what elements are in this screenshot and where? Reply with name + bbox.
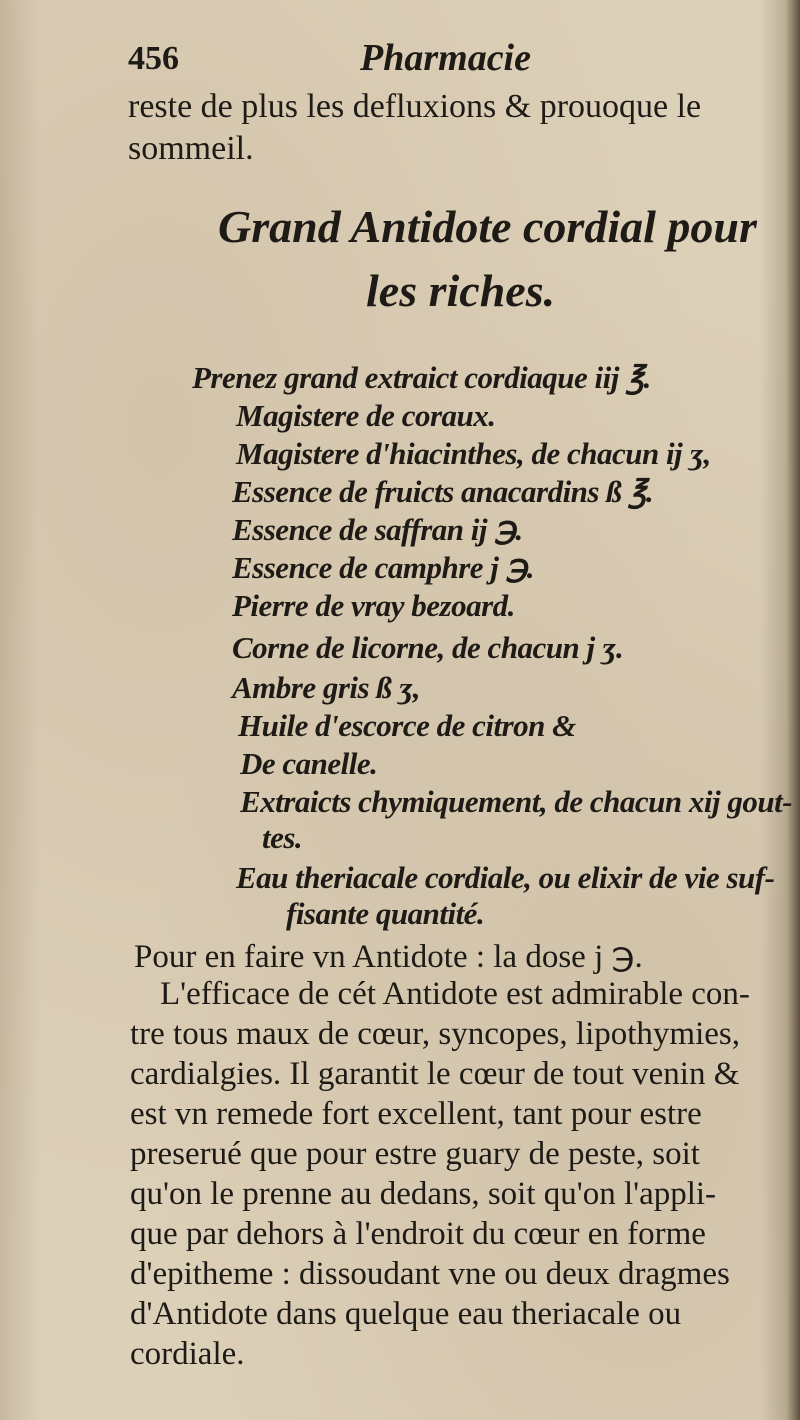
recipe-line: Huile d'escorce de citron & xyxy=(238,708,576,743)
dose-line: Pour en faire vn Antidote : la dose j ℈. xyxy=(134,939,643,975)
recipe-line: Prenez grand extraict cordiaque iij ℥. xyxy=(192,360,651,395)
section-title-line: Grand Antidote cordial pour xyxy=(218,201,757,252)
page-edge-shadow xyxy=(786,0,800,1420)
running-title: Pharmacie xyxy=(360,37,531,79)
recipe-line: Magistere d'hiacinthes, de chacun ij ʒ, xyxy=(236,436,711,471)
recipe-line: De canelle. xyxy=(240,746,378,781)
recipe-line: Essence de camphre j ℈. xyxy=(232,550,535,585)
recipe-line: Pierre de vray bezoard. xyxy=(232,588,515,623)
paragraph-line: qu'on le prenne au dedans, soit qu'on l'appli- xyxy=(130,1176,717,1212)
paragraph-line: que par dehors à l'endroit du cœur en forme xyxy=(130,1216,706,1252)
page-number: 456 xyxy=(128,40,179,77)
recipe-line: Essence de saffran ij ℈. xyxy=(232,512,523,547)
recipe-line: Essence de fruicts anacardins ß ℥. xyxy=(232,474,654,509)
continuation-line: sommeil. xyxy=(128,130,254,167)
paragraph-line: L'efficace de cét Antidote est admirable con- xyxy=(160,976,750,1012)
paragraph-line: cordiale. xyxy=(130,1336,245,1372)
recipe-line: tes. xyxy=(262,820,303,855)
paragraph-line: tre tous maux de cœur, syncopes, lipothymies, xyxy=(130,1016,740,1052)
paragraph-line: est vn remede fort excellent, tant pour estre xyxy=(130,1096,702,1132)
paragraph-line: d'Antidote dans quelque eau theriacale ou xyxy=(130,1296,682,1332)
paragraph-line: cardialgies. Il garantit le cœur de tout venin & xyxy=(130,1056,740,1092)
recipe-line: Extraicts chymiquement, de chacun xij gout- xyxy=(240,784,793,819)
paragraph-line: d'epitheme : dissoudant vne ou deux dragmes xyxy=(130,1256,730,1292)
continuation-line: reste de plus les defluxions & prouoque le xyxy=(128,88,702,125)
recipe-line: Ambre gris ß ʒ, xyxy=(232,670,420,705)
recipe-line: Magistere de coraux. xyxy=(236,398,496,433)
recipe-line: Corne de licorne, de chacun j ʒ. xyxy=(232,630,624,665)
section-title-line: les riches. xyxy=(366,265,556,316)
paragraph-line: preserué que pour estre guary de peste, soit xyxy=(130,1136,700,1172)
recipe-line: fisante quantité. xyxy=(286,896,485,931)
recipe-line: Eau theriacale cordiale, ou elixir de vie suf- xyxy=(236,860,775,895)
